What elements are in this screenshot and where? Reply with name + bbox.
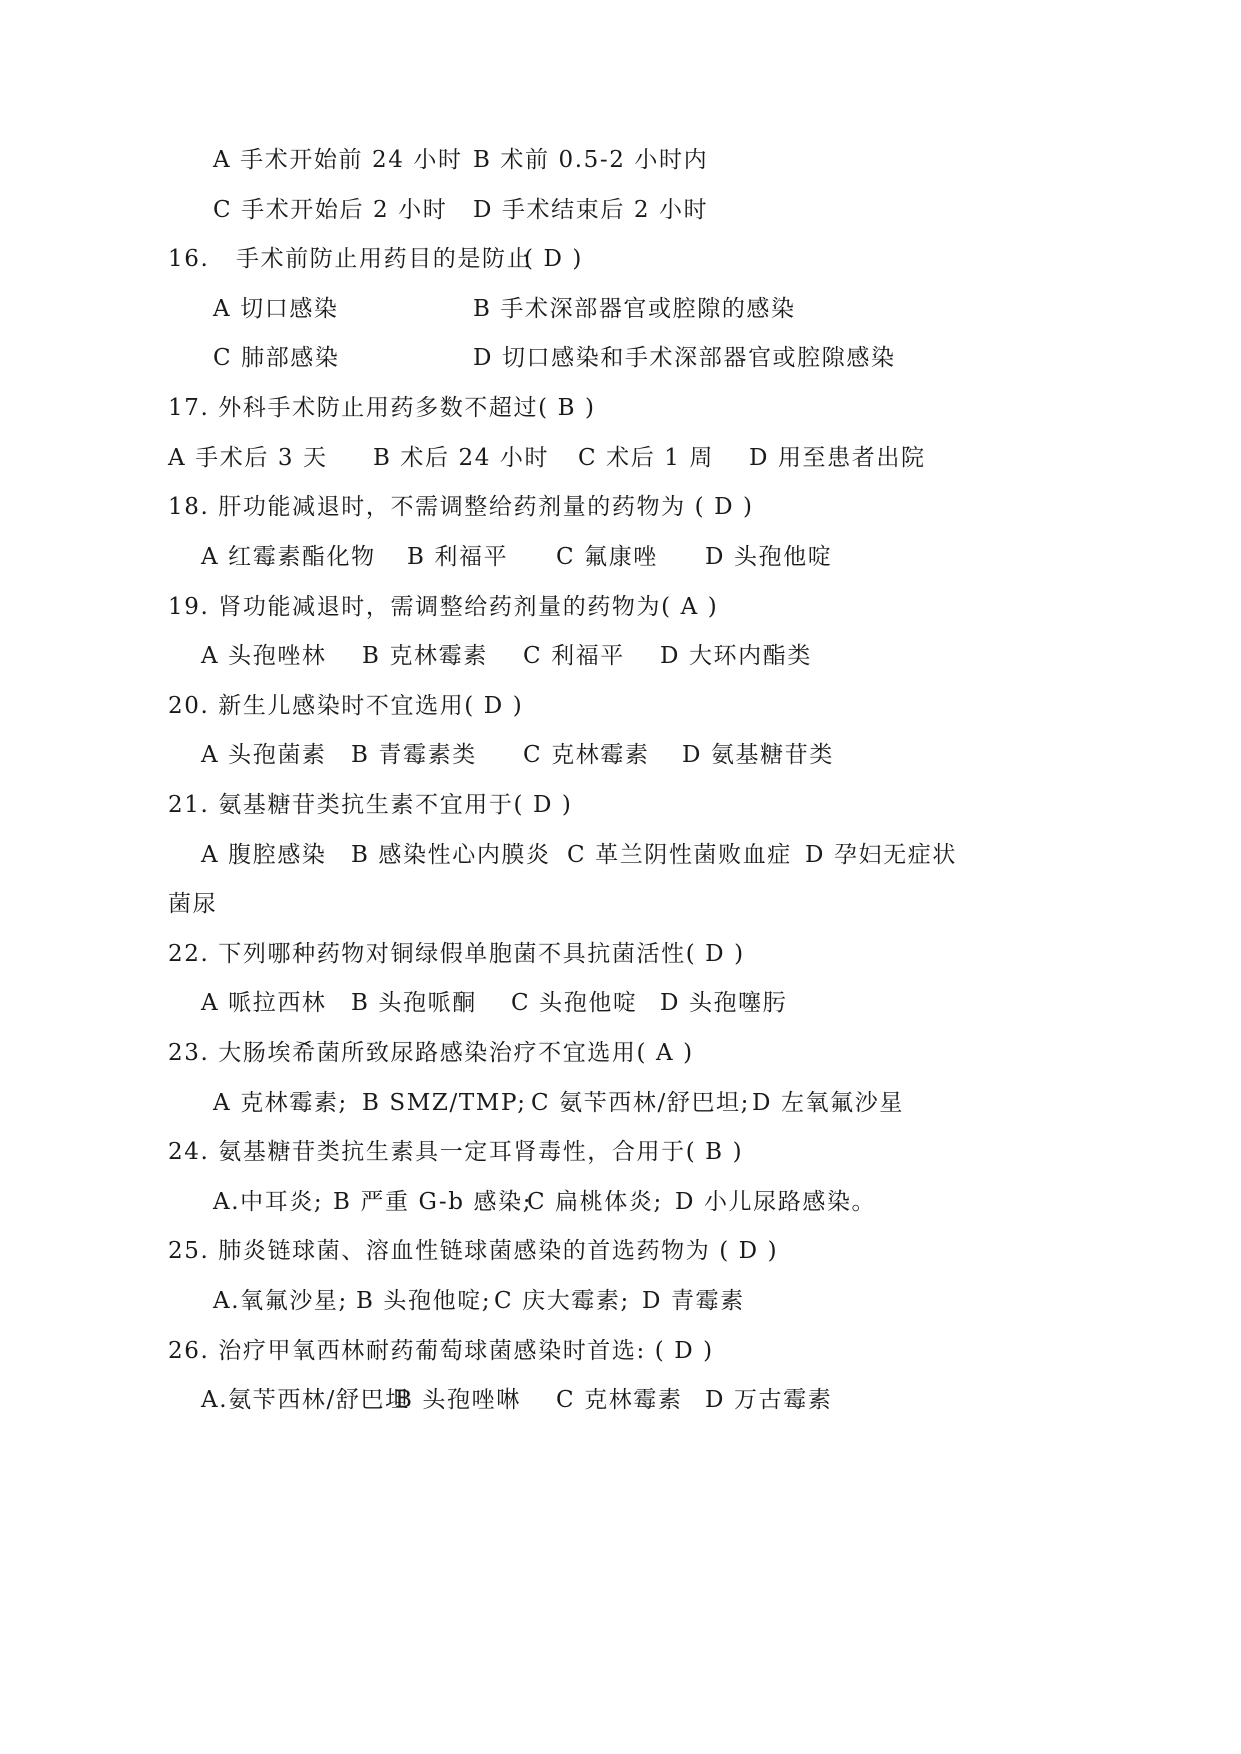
q24-option-b: B 严重 G-b 感染;	[333, 1189, 533, 1215]
q25-question: 25. 肺炎链球菌、溶血性链球菌感染的首选药物为 ( D )	[168, 1238, 779, 1264]
q18-question: 18. 肝功能减退时，不需调整给药剂量的药物为 ( D )	[168, 494, 754, 520]
q25-option-b: B 头孢他啶;	[356, 1288, 492, 1314]
q20-option-b: B 青霉素类	[351, 742, 477, 768]
q26-option-b: B 头孢唑啉	[395, 1387, 521, 1413]
q16-stem: 手术前防止用药目的是防止	[236, 246, 532, 272]
q20-option-d: D 氨基糖苷类	[682, 742, 834, 768]
q21-option-d: D 孕妇无症状	[805, 842, 957, 868]
q25-option-a: A.氧氟沙星;	[213, 1288, 348, 1314]
q16-option-d: D 切口感染和手术深部器官或腔隙感染	[473, 345, 896, 371]
q26-option-a: A.氨苄西林/舒巴坦	[201, 1387, 410, 1413]
q24-option-d: D 小儿尿路感染。	[675, 1189, 877, 1215]
q17-option-d: D 用至患者出院	[749, 445, 926, 471]
q22-question: 22. 下列哪种药物对铜绿假单胞菌不具抗菌活性( D )	[168, 941, 745, 967]
q18-option-d: D 头孢他啶	[705, 544, 833, 570]
q16-option-b: B 手术深部器官或腔隙的感染	[473, 296, 796, 322]
q21-option-c: C 革兰阴性菌败血症	[567, 842, 792, 868]
q17-question: 17. 外科手术防止用药多数不超过( B )	[168, 395, 596, 421]
q16-answer: ( D )	[524, 246, 584, 272]
q16-number: 16.	[168, 246, 210, 272]
q18-option-c: C 氟康唑	[556, 544, 658, 570]
q16-option-c: C 肺部感染	[213, 345, 340, 371]
q19-option-a: A 头孢唑林	[201, 643, 327, 669]
q15-option-d: D 手术结束后 2 小时	[473, 197, 709, 223]
q19-question: 19. 肾功能减退时，需调整给药剂量的药物为( A )	[168, 594, 719, 620]
q26-option-d: D 万古霉素	[705, 1387, 833, 1413]
q16-option-a: A 切口感染	[213, 296, 339, 322]
q23-option-a: A 克林霉素;	[213, 1090, 348, 1116]
q19-option-d: D 大环内酯类	[660, 643, 812, 669]
q26-question: 26. 治疗甲氧西林耐药葡萄球菌感染时首选: ( D )	[168, 1338, 714, 1364]
q23-option-d: D 左氧氟沙星	[752, 1090, 904, 1116]
q24-option-c: C 扁桃体炎;	[527, 1189, 663, 1215]
q24-question: 24. 氨基糖苷类抗生素具一定耳肾毒性，合用于( B )	[168, 1139, 744, 1165]
q15-option-a: A 手术开始前 24 小时	[213, 147, 463, 173]
q21-continuation: 菌尿	[168, 891, 218, 917]
q26-option-c: C 克林霉素	[556, 1387, 683, 1413]
q22-option-b: B 头孢哌酮	[351, 990, 477, 1016]
q25-option-d: D 青霉素	[642, 1288, 745, 1314]
q23-option-b: B SMZ/TMP;	[362, 1090, 527, 1116]
q23-question: 23. 大肠埃希菌所致尿路感染治疗不宜选用( A )	[168, 1040, 694, 1066]
q22-option-a: A 哌拉西林	[201, 990, 327, 1016]
q20-question: 20. 新生儿感染时不宜选用( D )	[168, 693, 524, 719]
q19-option-b: B 克林霉素	[362, 643, 488, 669]
q20-option-a: A 头孢菌素	[201, 742, 327, 768]
q24-option-a: A.中耳炎;	[213, 1189, 324, 1215]
q21-question: 21. 氨基糖苷类抗生素不宜用于( D )	[168, 792, 573, 818]
q15-option-c: C 手术开始后 2 小时	[213, 197, 448, 223]
q20-option-c: C 克林霉素	[523, 742, 650, 768]
q21-option-a: A 腹腔感染	[201, 842, 327, 868]
q23-option-c: C 氨苄西林/舒巴坦;	[531, 1090, 751, 1116]
q15-option-b: B 术前 0.5-2 小时内	[473, 147, 709, 173]
q21-option-b: B 感染性心内膜炎	[351, 842, 551, 868]
q22-option-c: C 头孢他啶	[511, 990, 638, 1016]
q18-option-b: B 利福平	[407, 544, 509, 570]
q17-option-b: B 术后 24 小时	[373, 445, 550, 471]
q17-option-c: C 术后 1 周	[578, 445, 714, 471]
q19-option-c: C 利福平	[523, 643, 625, 669]
q22-option-d: D 头孢噻肟	[660, 990, 788, 1016]
q25-option-c: C 庆大霉素;	[494, 1288, 630, 1314]
q17-option-a: A 手术后 3 天	[168, 445, 328, 471]
q18-option-a: A 红霉素酯化物	[201, 544, 376, 570]
